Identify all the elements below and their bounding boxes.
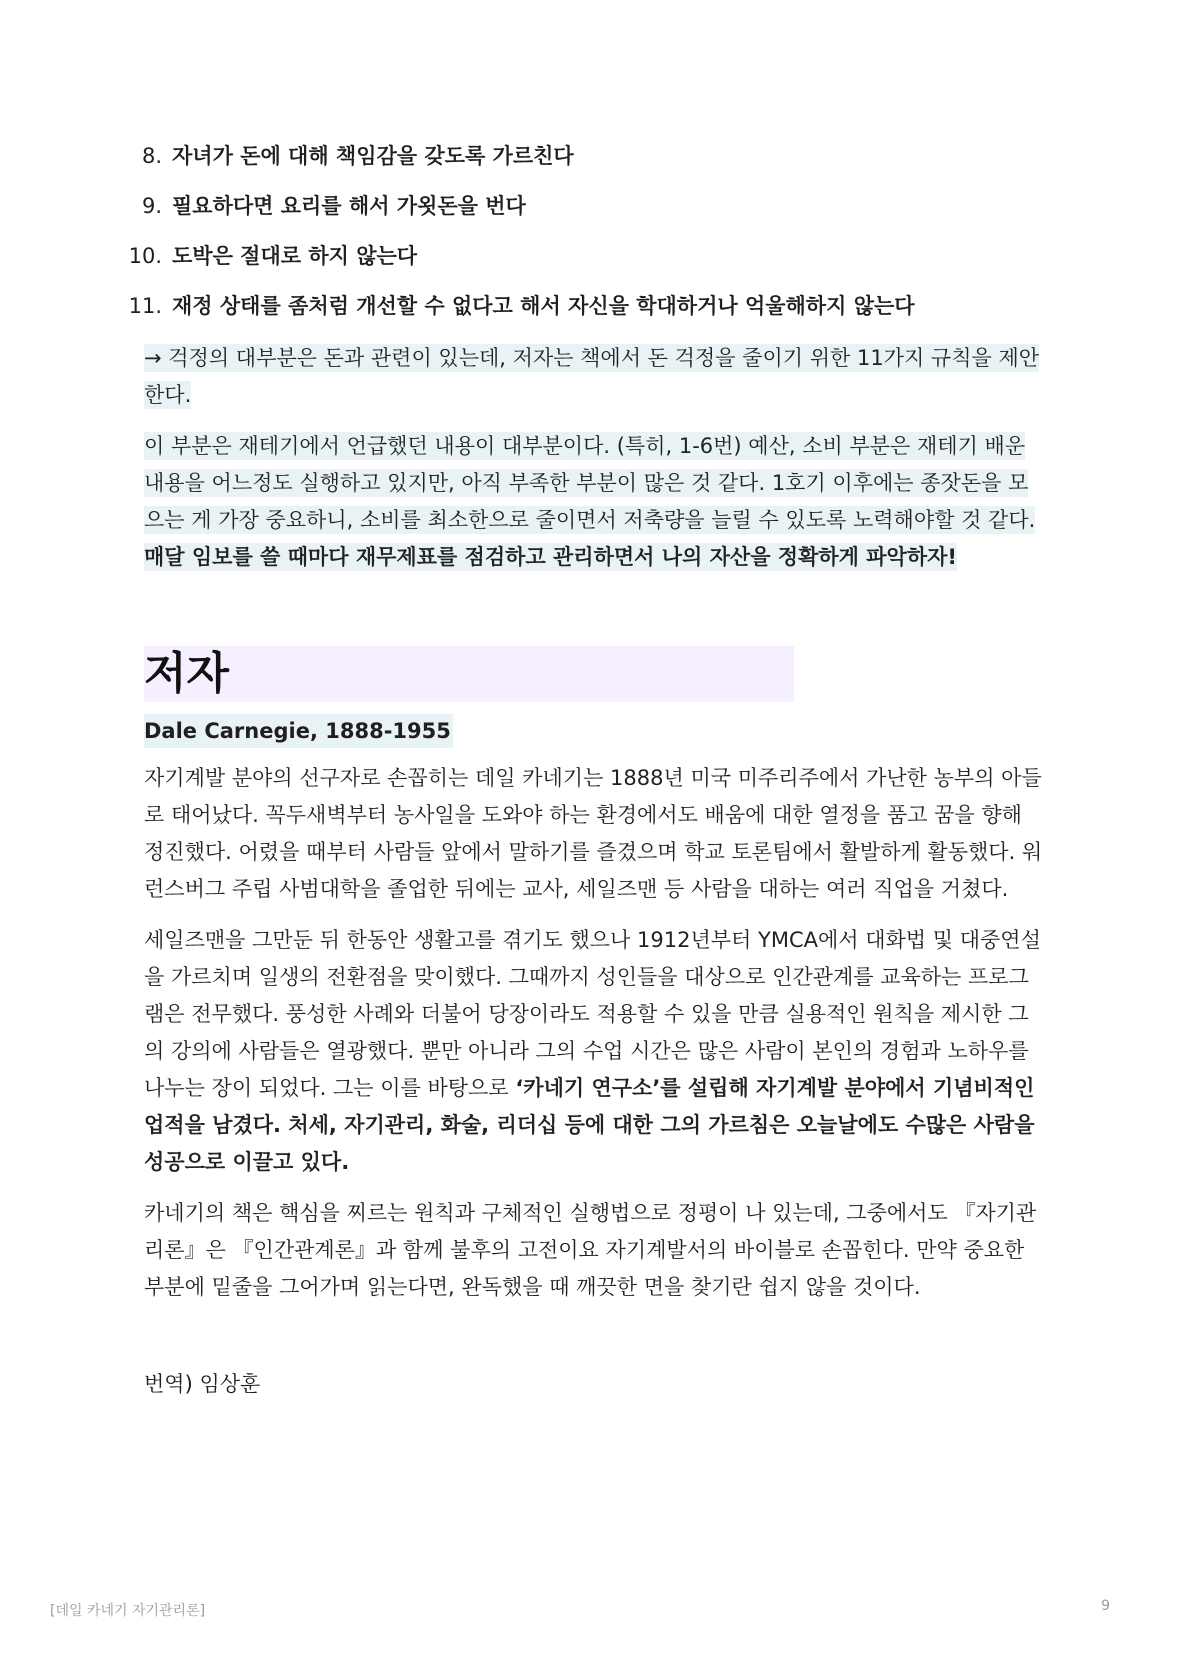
reflection-bold-text: 매달 임보를 쓸 때마다 재무제표를 점검하고 관리하면서 나의 자산을 정확하게 파악하자! (144, 545, 957, 569)
bio-paragraph (144, 760, 1044, 908)
bio-text: 세일즈맨을 그만둔 뒤 한동안 생활고를 겪기도 했으나 1912년부터 YMCA에서 대화법 및 대중연설을 가르치며 일생의 전환점을 맞이했다. 그때까지 성인들을 대상으로 인간관계를 교육하는 프로그램은 전무했다. 풍성한 사례와 더불어 당장이라도 적용할 수 있을 만큼 실용적인 원칙을 제시한 그의 강의에 사람들은 열광했다. 뿐만 아니라 그의 수업 시간은 많은 사람이 본인의 경험과 노하우를 나누는 장이 되었다. 그는 이를 바탕으로 (144, 928, 1041, 1100)
section-heading: 저자 (144, 646, 794, 702)
list-item (141, 140, 1044, 172)
summary-paragraph (144, 340, 1044, 414)
list-item (128, 240, 1044, 272)
bio-paragraph (144, 1195, 1044, 1306)
list-item-number: 10. (128, 244, 162, 268)
reflection-paragraph (144, 428, 1044, 576)
summary-text: → 걱정의 대부분은 돈과 관련이 있는데, 저자는 책에서 돈 걱정을 줄이기 위한 11가지 규칙을 제안한다. (144, 346, 1040, 407)
list-item-text: 필요하다면 요리를 해서 가욋돈을 번다 (172, 194, 526, 218)
footer-title: [데일 카네기 자기관리론] (50, 1603, 206, 1619)
list-item (141, 190, 1044, 222)
rules-list (128, 140, 1044, 322)
bio-paragraph (144, 922, 1044, 1181)
list-item-text: 자녀가 돈에 대해 책임감을 갖도록 가르친다 (172, 144, 574, 168)
list-item-text: 도박은 절대로 하지 않는다 (172, 244, 418, 268)
list-item-number: 8. (141, 144, 162, 168)
bio-bold-text: ‘카네기 연구소’를 설립해 자기계발 분야에서 기념비적인 업적을 남겼다. 처세, 자기관리, 화술, 리더십 등에 대한 그의 가르침은 오늘날에도 수많은 사람을 성공으로 이끌고 있다. (144, 1076, 1035, 1174)
list-item-number: 9. (141, 194, 162, 218)
list-item-number: 11. (128, 294, 162, 318)
reflection-text: 이 부분은 재테기에서 언급했던 내용이 대부분이다. (특히, 1-6번) 예산, 소비 부분은 재테기 배운 내용을 어느정도 실행하고 있지만, 아직 부족한 부분이 많은 것 같다. 1호기 이후에는 종잣돈을 모으는 게 가장 중요하니, 소비를 최소한으로 줄이면서 저축량을 늘릴 수 있도록 노력해야할 것 같다. (144, 434, 1036, 532)
list-item (128, 290, 1044, 322)
translator-credit: 번역) 임상훈 (144, 1372, 261, 1396)
author-name: Dale Carnegie, 1888-1955 (144, 714, 453, 748)
bio-text: 카네기의 책은 핵심을 찌르는 원칙과 구체적인 실행법으로 정평이 나 있는데, 그중에서도 『자기관리론』은 『인간관계론』과 함께 불후의 고전이요 자기계발서의 바이블로 손꼽힌다. 만약 중요한 부분에 밑줄을 그어가며 읽는다면, 완독했을 때 깨끗한 면을 찾기란 쉽지 않을 것이다. (144, 1201, 1037, 1299)
page-number: 9 (1101, 1598, 1110, 1614)
page-content (128, 140, 1044, 1400)
bio-text: 자기계발 분야의 선구자로 손꼽히는 데일 카네기는 1888년 미국 미주리주에서 가난한 농부의 아들로 태어났다. 꼭두새벽부터 농사일을 도와야 하는 환경에서도 배움에 대한 열정을 품고 꿈을 향해 정진했다. 어렸을 때부터 사람들 앞에서 말하기를 즐겼으며 학교 토론팀에서 활발하게 활동했다. 워런스버그 주립 사범대학을 졸업한 뒤에는 교사, 세일즈맨 등 사람을 대하는 여러 직업을 거쳤다. (144, 766, 1043, 901)
list-item-text: 재정 상태를 좀처럼 개선할 수 없다고 해서 자신을 학대하거나 억울해하지 않는다 (172, 294, 915, 318)
